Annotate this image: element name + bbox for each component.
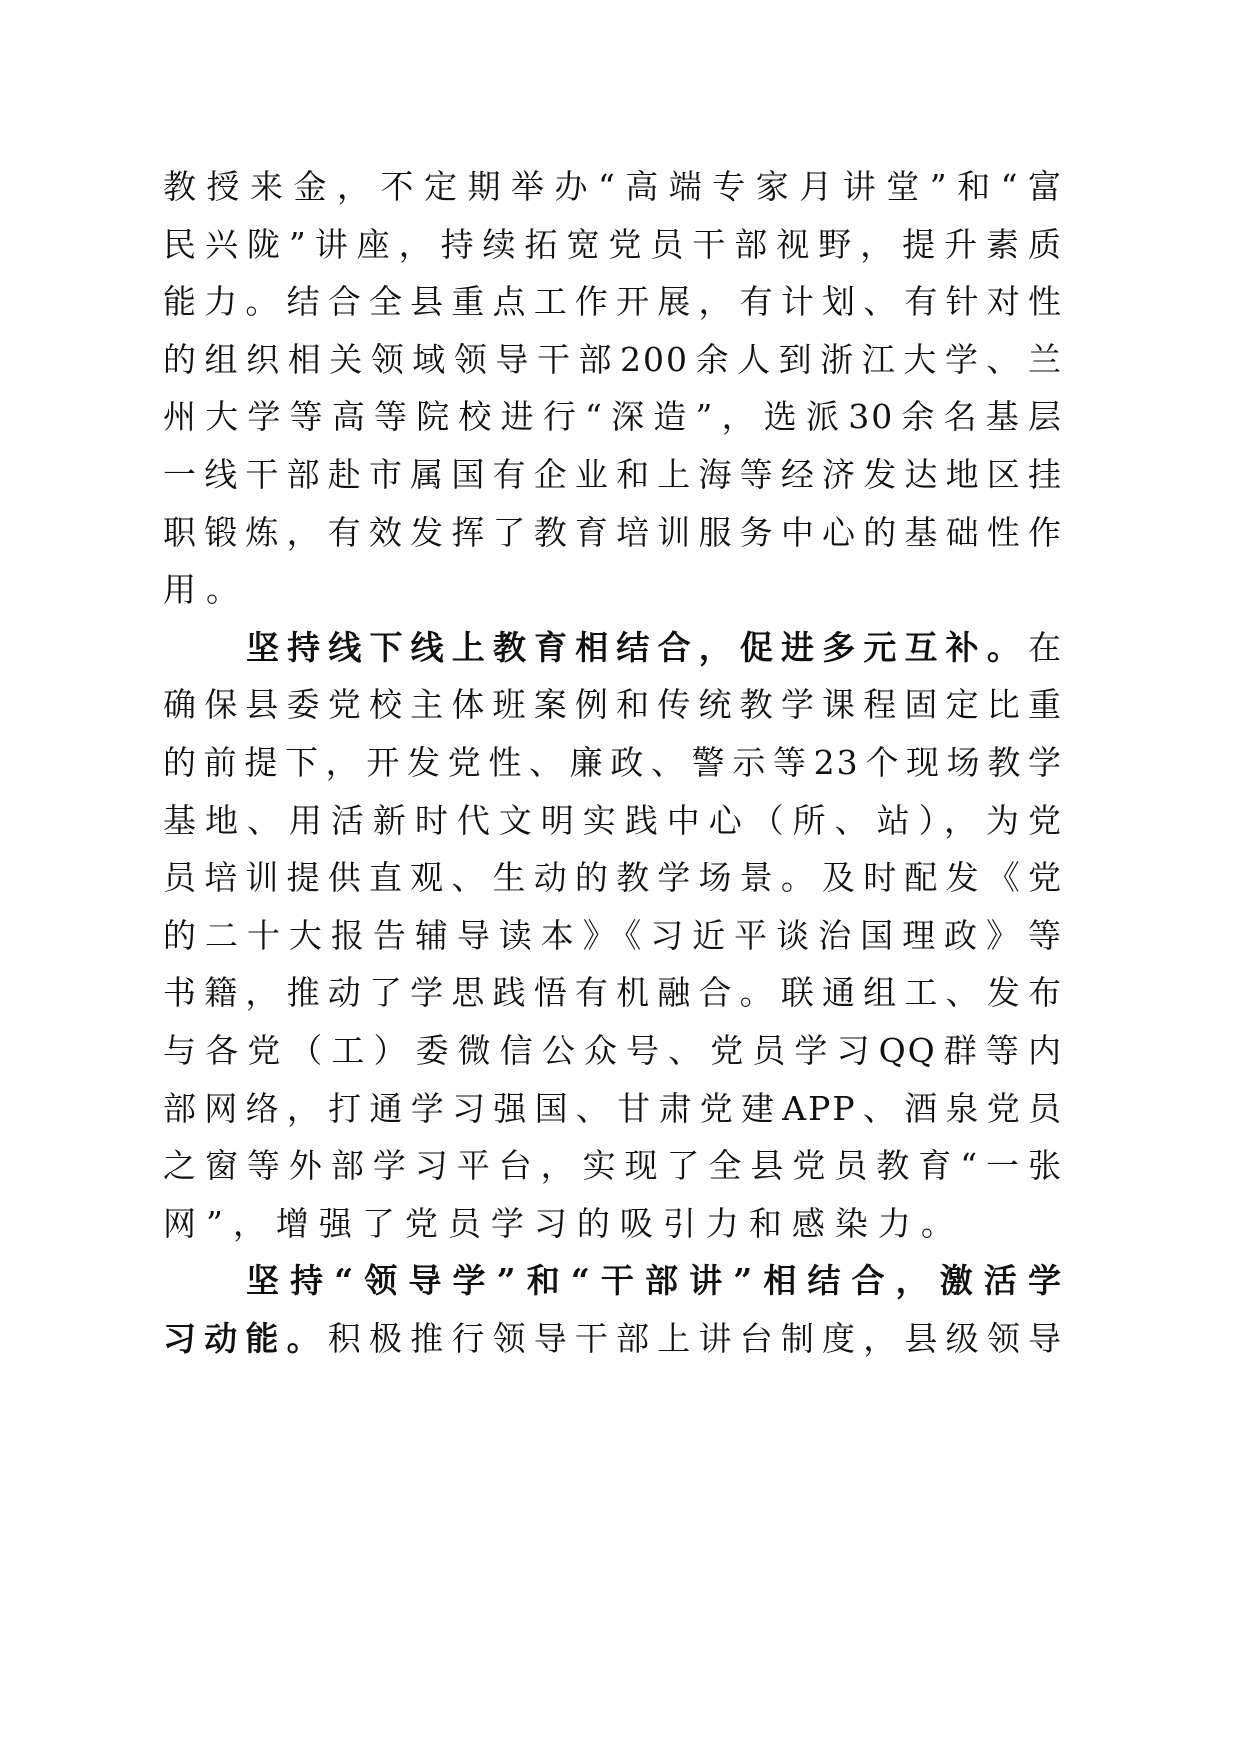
text-run: 一线干部赴市属国有企业和上海等经济发达地区挂 (163, 455, 1063, 494)
text-run: 在 (1028, 628, 1063, 667)
bold-text-run: 习动能。 (163, 1319, 328, 1358)
text-run: 的前提下，开发党性、廉政、警示等23个现场教学 (163, 743, 1063, 782)
text-run: 之窗等外部学习平台，实现了全县党员教育“一张 (163, 1146, 1063, 1185)
text-line (163, 911, 1063, 961)
text-line (163, 277, 1063, 327)
text-run: 教授来金，不定期举办“高端专家月讲堂”和“富 (163, 167, 1063, 206)
text-run: 网”，增强了党员学习的吸引力和感染力。 (163, 1204, 964, 1243)
text-run: 确保县委党校主体班案例和传统教学课程固定比重 (163, 685, 1063, 724)
bold-text-run: 坚持“领导学”和“干部讲”相结合，激活学 (246, 1261, 1063, 1300)
text-run: 书籍，推动了学思践悟有机融合。联通组工、发布 (163, 973, 1063, 1012)
text-run: 部网络，打通学习强国、甘肃党建APP、酒泉党员 (163, 1089, 1063, 1128)
text-run: 州大学等高等院校进行“深造”，选派30余名基层 (163, 397, 1063, 436)
text-line (163, 335, 1063, 385)
text-line (163, 968, 1063, 1018)
text-run: 积极推行领导干部上讲台制度，县级领导 (327, 1319, 1064, 1358)
text-line (163, 680, 1063, 730)
text-line (163, 162, 1063, 212)
text-line (163, 1084, 1063, 1134)
text-line (163, 1314, 1063, 1364)
text-line (163, 738, 1063, 788)
text-line (163, 565, 1063, 615)
text-line (163, 853, 1063, 903)
text-run: 职锻炼，有效发挥了教育培训服务中心的基础性作 (163, 513, 1063, 552)
text-line (163, 1199, 1063, 1249)
text-run: 员培训提供直观、生动的教学场景。及时配发《党 (163, 858, 1063, 897)
text-line (246, 623, 1063, 673)
bold-text-run: 坚持线下线上教育相结合，促进多元互补。 (246, 628, 1028, 667)
text-run: 民兴陇”讲座，持续拓宽党员干部视野，提升素质 (163, 225, 1063, 264)
text-line (163, 392, 1063, 442)
text-line (163, 1141, 1063, 1191)
text-run: 用。 (163, 570, 249, 609)
text-line (246, 1256, 1063, 1306)
text-line (163, 450, 1063, 500)
text-run: 的二十大报告辅导读本》《习近平谈治国理政》等 (163, 916, 1063, 955)
text-run: 能力。结合全县重点工作开展，有计划、有针对性 (163, 282, 1063, 321)
text-run: 的组织相关领域领导干部200余人到浙江大学、兰 (163, 340, 1063, 379)
text-line (163, 1026, 1063, 1076)
text-line (163, 796, 1063, 846)
text-run: 与各党（工）委微信公众号、党员学习QQ群等内 (163, 1031, 1063, 1070)
text-run: 基地、用活新时代文明实践中心（所、站），为党 (163, 801, 1063, 840)
text-line (163, 508, 1063, 558)
text-line (163, 220, 1063, 270)
